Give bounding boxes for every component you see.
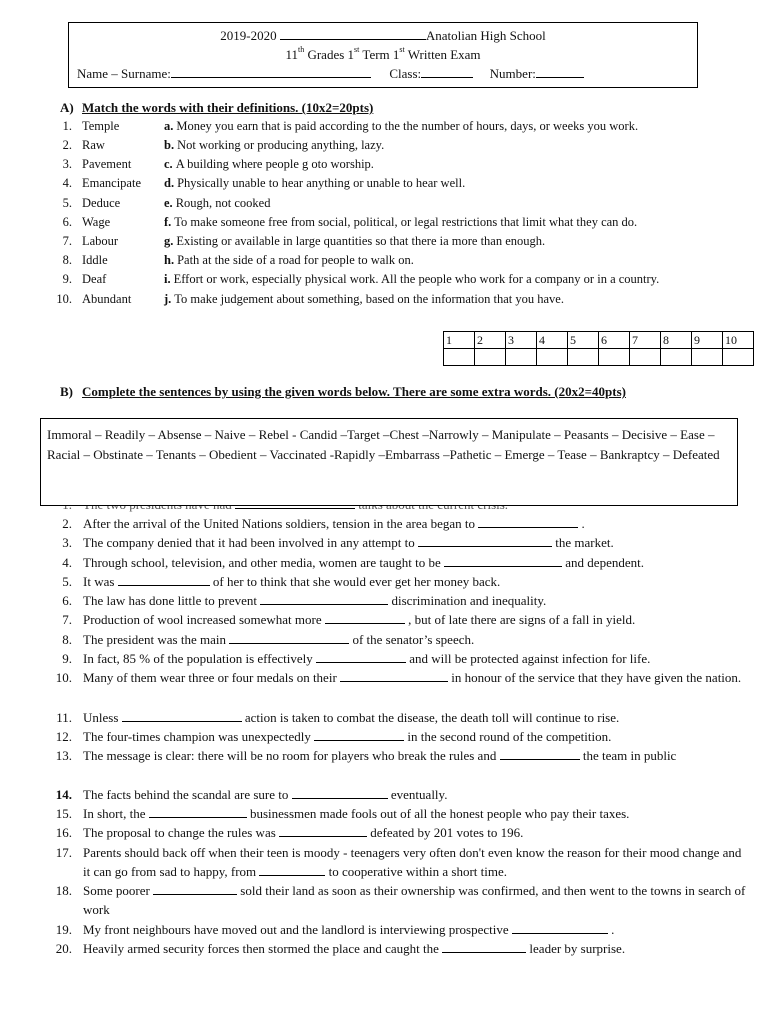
sentence-after: and dependent. bbox=[565, 555, 644, 570]
match-item bbox=[50, 119, 750, 138]
sentence-before: In short, the bbox=[83, 806, 146, 821]
sentence-after: of her to think that she would ever get her money back. bbox=[212, 574, 501, 589]
school-year: 2019-2020 bbox=[220, 28, 277, 43]
sentence-before: The law has done little to prevent bbox=[83, 593, 258, 608]
sentence-number: 19. bbox=[55, 922, 72, 937]
match-word: Wage bbox=[82, 215, 111, 229]
sentence-text bbox=[83, 708, 750, 727]
answer-blank[interactable] bbox=[316, 650, 406, 663]
sentence-after: leader by surprise. bbox=[529, 941, 626, 956]
sentence-number: 16. bbox=[55, 825, 72, 840]
item-number: 1. bbox=[62, 119, 72, 133]
sentence-before: Some poorer bbox=[83, 883, 150, 898]
sentence-item bbox=[50, 533, 750, 552]
answer-blank[interactable] bbox=[149, 805, 247, 818]
answer-cell[interactable] bbox=[568, 349, 599, 366]
sentence-after: sold their land as soon as their ownership was confirmed, and then went to the towns in search of work bbox=[83, 883, 746, 917]
sentence-number: 10. bbox=[55, 670, 72, 685]
answer-cell[interactable] bbox=[661, 349, 692, 366]
sentence-before: The message is clear: there will be no room for players who break the rules and bbox=[83, 748, 497, 763]
definition-text: Existing or available in large quantities so that there ia more than enough. bbox=[176, 234, 546, 248]
sentence-text bbox=[83, 668, 750, 687]
section-a-letter: A) bbox=[60, 100, 74, 115]
item-number: 9. bbox=[62, 272, 72, 286]
sentence-number: 6. bbox=[62, 593, 72, 608]
sentence-number: 2. bbox=[62, 516, 72, 531]
sentence-after: the team in public bbox=[582, 748, 677, 763]
match-definition bbox=[164, 176, 465, 191]
answer-grid-number: 1 bbox=[444, 332, 475, 349]
answer-grid[interactable] bbox=[443, 331, 754, 366]
sentence-after: defeated by 201 votes to 196. bbox=[370, 825, 524, 840]
sentence-after: discrimination and inequality. bbox=[391, 593, 547, 608]
sentence-after: businessmen made fools out of all the honest people who pay their taxes. bbox=[249, 806, 630, 821]
sentence-text bbox=[83, 727, 750, 746]
sentence-before: The company denied that it had been involved in any attempt to bbox=[83, 535, 415, 550]
answer-grid-number: 3 bbox=[506, 332, 537, 349]
match-word: Labour bbox=[82, 234, 119, 248]
answer-blank[interactable] bbox=[314, 728, 404, 741]
sentence-before: The four-times champion was unexpectedly bbox=[83, 729, 311, 744]
match-word: Deduce bbox=[82, 196, 121, 210]
match-definition bbox=[164, 253, 414, 268]
answer-cell[interactable] bbox=[475, 349, 506, 366]
item-number: 5. bbox=[62, 196, 72, 210]
exam-suffix: st bbox=[399, 45, 405, 54]
term-label: Term 1 bbox=[362, 47, 400, 62]
sentence-item bbox=[50, 746, 750, 765]
sentence-item bbox=[50, 572, 750, 591]
header-line-school bbox=[69, 28, 697, 44]
sentence-before: Production of wool increased somewhat more bbox=[83, 612, 322, 627]
answer-cell[interactable] bbox=[692, 349, 723, 366]
sentence-number: 3. bbox=[62, 535, 72, 550]
sentence-item bbox=[50, 610, 750, 629]
blank-line bbox=[280, 28, 426, 40]
answer-blank[interactable] bbox=[259, 863, 325, 876]
answer-blank[interactable] bbox=[442, 940, 526, 953]
sentence-item bbox=[50, 843, 750, 881]
sentence-after: . bbox=[581, 516, 585, 531]
sentence-item bbox=[50, 881, 750, 919]
sentence-before: Unless bbox=[83, 710, 119, 725]
match-item bbox=[50, 234, 750, 253]
definition-text: Path at the side of a road for people to walk on. bbox=[177, 253, 414, 267]
match-word: Pavement bbox=[82, 157, 132, 171]
sentence-text bbox=[83, 630, 750, 649]
item-number: 7. bbox=[62, 234, 72, 248]
sentence-text bbox=[83, 746, 750, 765]
sentence-item bbox=[50, 630, 750, 649]
sentence-text bbox=[83, 514, 750, 533]
sentence-number: 13. bbox=[55, 748, 72, 763]
sentence-number: 12. bbox=[55, 729, 72, 744]
sentence-before: Parents should back off when their teen is moody - teenagers very often don't even know the reason for their mood change and it can go from sad to happy, from bbox=[83, 845, 742, 879]
match-definition bbox=[164, 157, 374, 172]
answer-blank[interactable] bbox=[418, 534, 552, 547]
header-line-student bbox=[77, 66, 697, 82]
grade-suffix: th bbox=[297, 45, 305, 54]
sentence-after: eventually. bbox=[390, 787, 448, 802]
item-number: 3. bbox=[62, 157, 72, 171]
sentence-text bbox=[83, 881, 750, 919]
sentence-item bbox=[50, 804, 750, 823]
word-bank-box bbox=[40, 418, 738, 506]
match-definition bbox=[164, 196, 270, 211]
definition-letter: a. bbox=[164, 119, 174, 133]
exam-label: Written Exam bbox=[407, 47, 481, 62]
definition-letter: d. bbox=[164, 176, 175, 190]
sentence-text bbox=[83, 553, 750, 572]
match-word: Temple bbox=[82, 119, 120, 133]
school-name: Anatolian High School bbox=[425, 28, 546, 43]
definition-letter: i. bbox=[164, 272, 171, 286]
sentence-item bbox=[50, 668, 750, 687]
match-item bbox=[50, 253, 750, 272]
definition-text: To make someone free from social, political, or legal restrictions that limit what they can do. bbox=[174, 215, 638, 229]
answer-blank[interactable] bbox=[292, 786, 388, 799]
sentence-item bbox=[50, 727, 750, 746]
definition-letter: c. bbox=[164, 157, 173, 171]
answer-grid-number: 9 bbox=[692, 332, 723, 349]
answer-blank[interactable] bbox=[279, 824, 367, 837]
answer-blank[interactable] bbox=[153, 882, 237, 895]
sentence-number: 15. bbox=[55, 806, 72, 821]
sentence-item bbox=[50, 649, 750, 668]
class-field[interactable] bbox=[421, 66, 473, 78]
section-b-letter: B) bbox=[60, 384, 73, 399]
answer-cell[interactable] bbox=[599, 349, 630, 366]
name-field[interactable] bbox=[171, 66, 371, 78]
answer-grid-number: 4 bbox=[537, 332, 568, 349]
item-number: 4. bbox=[62, 176, 72, 190]
sentence-number: 7. bbox=[62, 612, 72, 627]
sentence-item bbox=[50, 708, 750, 727]
answer-grid-numbers bbox=[444, 332, 754, 349]
sentence-text bbox=[83, 649, 750, 668]
sentence-item bbox=[50, 823, 750, 842]
match-word: Deaf bbox=[82, 272, 107, 286]
sentence-text bbox=[83, 939, 750, 958]
sentence-after: in honour of the service that they have given the nation. bbox=[451, 670, 742, 685]
match-item bbox=[50, 215, 750, 234]
header-line-exam bbox=[69, 47, 697, 63]
answer-grid-number: 8 bbox=[661, 332, 692, 349]
sentence-before: Through school, television, and other media, women are taught to be bbox=[83, 555, 441, 570]
match-word: Abundant bbox=[82, 292, 132, 306]
sentence-after: , but of late there are signs of a fall in yield. bbox=[408, 612, 636, 627]
sentence-text bbox=[83, 785, 750, 804]
sentence-after: of the senator’s speech. bbox=[352, 632, 475, 647]
item-number: 10. bbox=[56, 292, 72, 306]
match-item bbox=[50, 292, 750, 311]
number-field[interactable] bbox=[536, 66, 584, 78]
answer-blank[interactable] bbox=[512, 921, 608, 934]
grade-number: 11 bbox=[285, 47, 298, 62]
answer-blank[interactable] bbox=[444, 554, 562, 567]
item-number: 8. bbox=[62, 253, 72, 267]
answer-blank[interactable] bbox=[229, 631, 349, 644]
answer-cell[interactable] bbox=[537, 349, 568, 366]
match-definition bbox=[164, 272, 659, 287]
sentence-after: to cooperative within a short time. bbox=[328, 864, 508, 879]
sentence-after: and will be protected against infection for life. bbox=[409, 651, 651, 666]
answer-cell[interactable] bbox=[506, 349, 537, 366]
sentence-text bbox=[83, 843, 750, 881]
sentence-text bbox=[83, 920, 750, 939]
answer-grid-number: 7 bbox=[630, 332, 661, 349]
match-definition bbox=[164, 215, 637, 230]
match-definition bbox=[164, 119, 638, 134]
sentence-before: The facts behind the scandal are sure to bbox=[83, 787, 289, 802]
sentence-item bbox=[50, 920, 750, 939]
sentence-number: 17. bbox=[55, 845, 72, 860]
sentence-after: in the second round of the competition. bbox=[407, 729, 612, 744]
sentence-item bbox=[50, 939, 750, 958]
definition-letter: j. bbox=[164, 292, 172, 306]
definition-letter: b. bbox=[164, 138, 175, 152]
section-b-title bbox=[60, 384, 626, 400]
answer-blank[interactable] bbox=[122, 709, 242, 722]
match-definition bbox=[164, 138, 384, 153]
item-number: 2. bbox=[62, 138, 72, 152]
definition-text: Money you earn that is paid according to the the number of hours, days, or weeks you work. bbox=[176, 119, 639, 133]
grades-label: Grades 1 bbox=[307, 47, 355, 62]
match-item bbox=[50, 176, 750, 195]
match-item bbox=[50, 272, 750, 291]
sentence-before: The proposal to change the rules was bbox=[83, 825, 276, 840]
sentence-number: 9. bbox=[62, 651, 72, 666]
sentence-item bbox=[50, 785, 750, 804]
sentence-after: the market. bbox=[555, 535, 614, 550]
sentence-number: 11. bbox=[56, 710, 72, 725]
sentence-text bbox=[83, 823, 750, 842]
match-item bbox=[50, 196, 750, 215]
sentence-text bbox=[83, 804, 750, 823]
word-bank: Immoral – Readily – Absense – Naive – Rebel - Candid –Target –Chest –Narrowly – Manipulate – Peasants – Decisive – Ease – Racial – Obstinate – Tenants – Obedient – Vaccinated -Rapidly –Embarrass –Pathetic – Emerge – Tease – Bankraptcy – Defeated bbox=[47, 427, 720, 462]
definition-text: To make judgement about something, based on the information that you have. bbox=[174, 292, 564, 306]
sentence-number: 20. bbox=[55, 941, 72, 956]
class-label: Class: bbox=[389, 66, 422, 81]
sentence-number: 14. bbox=[55, 787, 72, 802]
answer-blank[interactable] bbox=[478, 515, 578, 528]
answer-cell[interactable] bbox=[630, 349, 661, 366]
item-number: 6. bbox=[62, 215, 72, 229]
definition-letter: f. bbox=[164, 215, 172, 229]
sentence-after: action is taken to combat the disease, the death toll will continue to rise. bbox=[244, 710, 620, 725]
sentence-item bbox=[50, 553, 750, 572]
answer-blank[interactable] bbox=[260, 592, 388, 605]
exam-header-box bbox=[68, 22, 698, 88]
sentence-before: In fact, 85 % of the population is effectively bbox=[83, 651, 313, 666]
definition-text: A building where people g oto worship. bbox=[175, 157, 374, 171]
sentence-number: 18. bbox=[55, 883, 72, 898]
definition-text: Rough, not cooked bbox=[175, 196, 271, 210]
answer-blank[interactable] bbox=[325, 611, 405, 624]
section-a-instruction: Match the words with their definitions. (10x2=20pts) bbox=[82, 100, 374, 115]
sentence-text bbox=[83, 591, 750, 610]
answer-grid-number: 10 bbox=[723, 332, 754, 349]
match-item bbox=[50, 138, 750, 157]
answer-grid-number: 5 bbox=[568, 332, 599, 349]
answer-grid-blanks[interactable] bbox=[444, 349, 754, 366]
term-suffix: st bbox=[354, 45, 360, 54]
sentence-number: 5. bbox=[62, 574, 72, 589]
sentence-item bbox=[50, 591, 750, 610]
sentence-before: Heavily armed security forces then stormed the place and caught the bbox=[83, 941, 439, 956]
match-definition bbox=[164, 292, 564, 307]
sentence-text bbox=[83, 610, 750, 629]
sentence-number: 4. bbox=[62, 555, 72, 570]
definition-text: Not working or producing anything, lazy. bbox=[177, 138, 385, 152]
match-word: Emancipate bbox=[82, 176, 141, 190]
sentence-before: Many of them wear three or four medals on their bbox=[83, 670, 337, 685]
sentence-text bbox=[83, 533, 750, 552]
match-definition bbox=[164, 234, 545, 249]
definition-letter: e. bbox=[164, 196, 173, 210]
definition-letter: h. bbox=[164, 253, 175, 267]
answer-grid-number: 2 bbox=[475, 332, 506, 349]
answer-blank[interactable] bbox=[118, 573, 210, 586]
match-word: Raw bbox=[82, 138, 105, 152]
sentence-before: It was bbox=[83, 574, 115, 589]
definition-text: Physically unable to hear anything or unable to hear well. bbox=[177, 176, 466, 190]
number-label: Number: bbox=[489, 66, 536, 81]
answer-blank[interactable] bbox=[500, 747, 580, 760]
sentence-item bbox=[50, 514, 750, 533]
sentence-before: After the arrival of the United Nations soldiers, tension in the area began to bbox=[83, 516, 476, 531]
match-word: Iddle bbox=[82, 253, 108, 267]
sentence-before: The president was the main bbox=[83, 632, 226, 647]
name-label: Name – Surname: bbox=[77, 66, 171, 81]
sentence-text bbox=[83, 572, 750, 591]
section-b-instruction: Complete the sentences by using the given words below. There are some extra words. (20x2=40pts) bbox=[82, 384, 626, 399]
answer-cell[interactable] bbox=[444, 349, 475, 366]
definition-letter: g. bbox=[164, 234, 174, 248]
sentence-before: My front neighbours have moved out and the landlord is interviewing prospective bbox=[83, 922, 509, 937]
sentence-after: . bbox=[611, 922, 615, 937]
answer-grid-number: 6 bbox=[599, 332, 630, 349]
section-a-title bbox=[60, 100, 373, 116]
match-item bbox=[50, 157, 750, 176]
answer-cell[interactable] bbox=[723, 349, 754, 366]
answer-blank[interactable] bbox=[340, 669, 448, 682]
definition-text: Effort or work, especially physical work. All the people who work for a company or in a country. bbox=[173, 272, 660, 286]
sentence-number: 8. bbox=[62, 632, 72, 647]
